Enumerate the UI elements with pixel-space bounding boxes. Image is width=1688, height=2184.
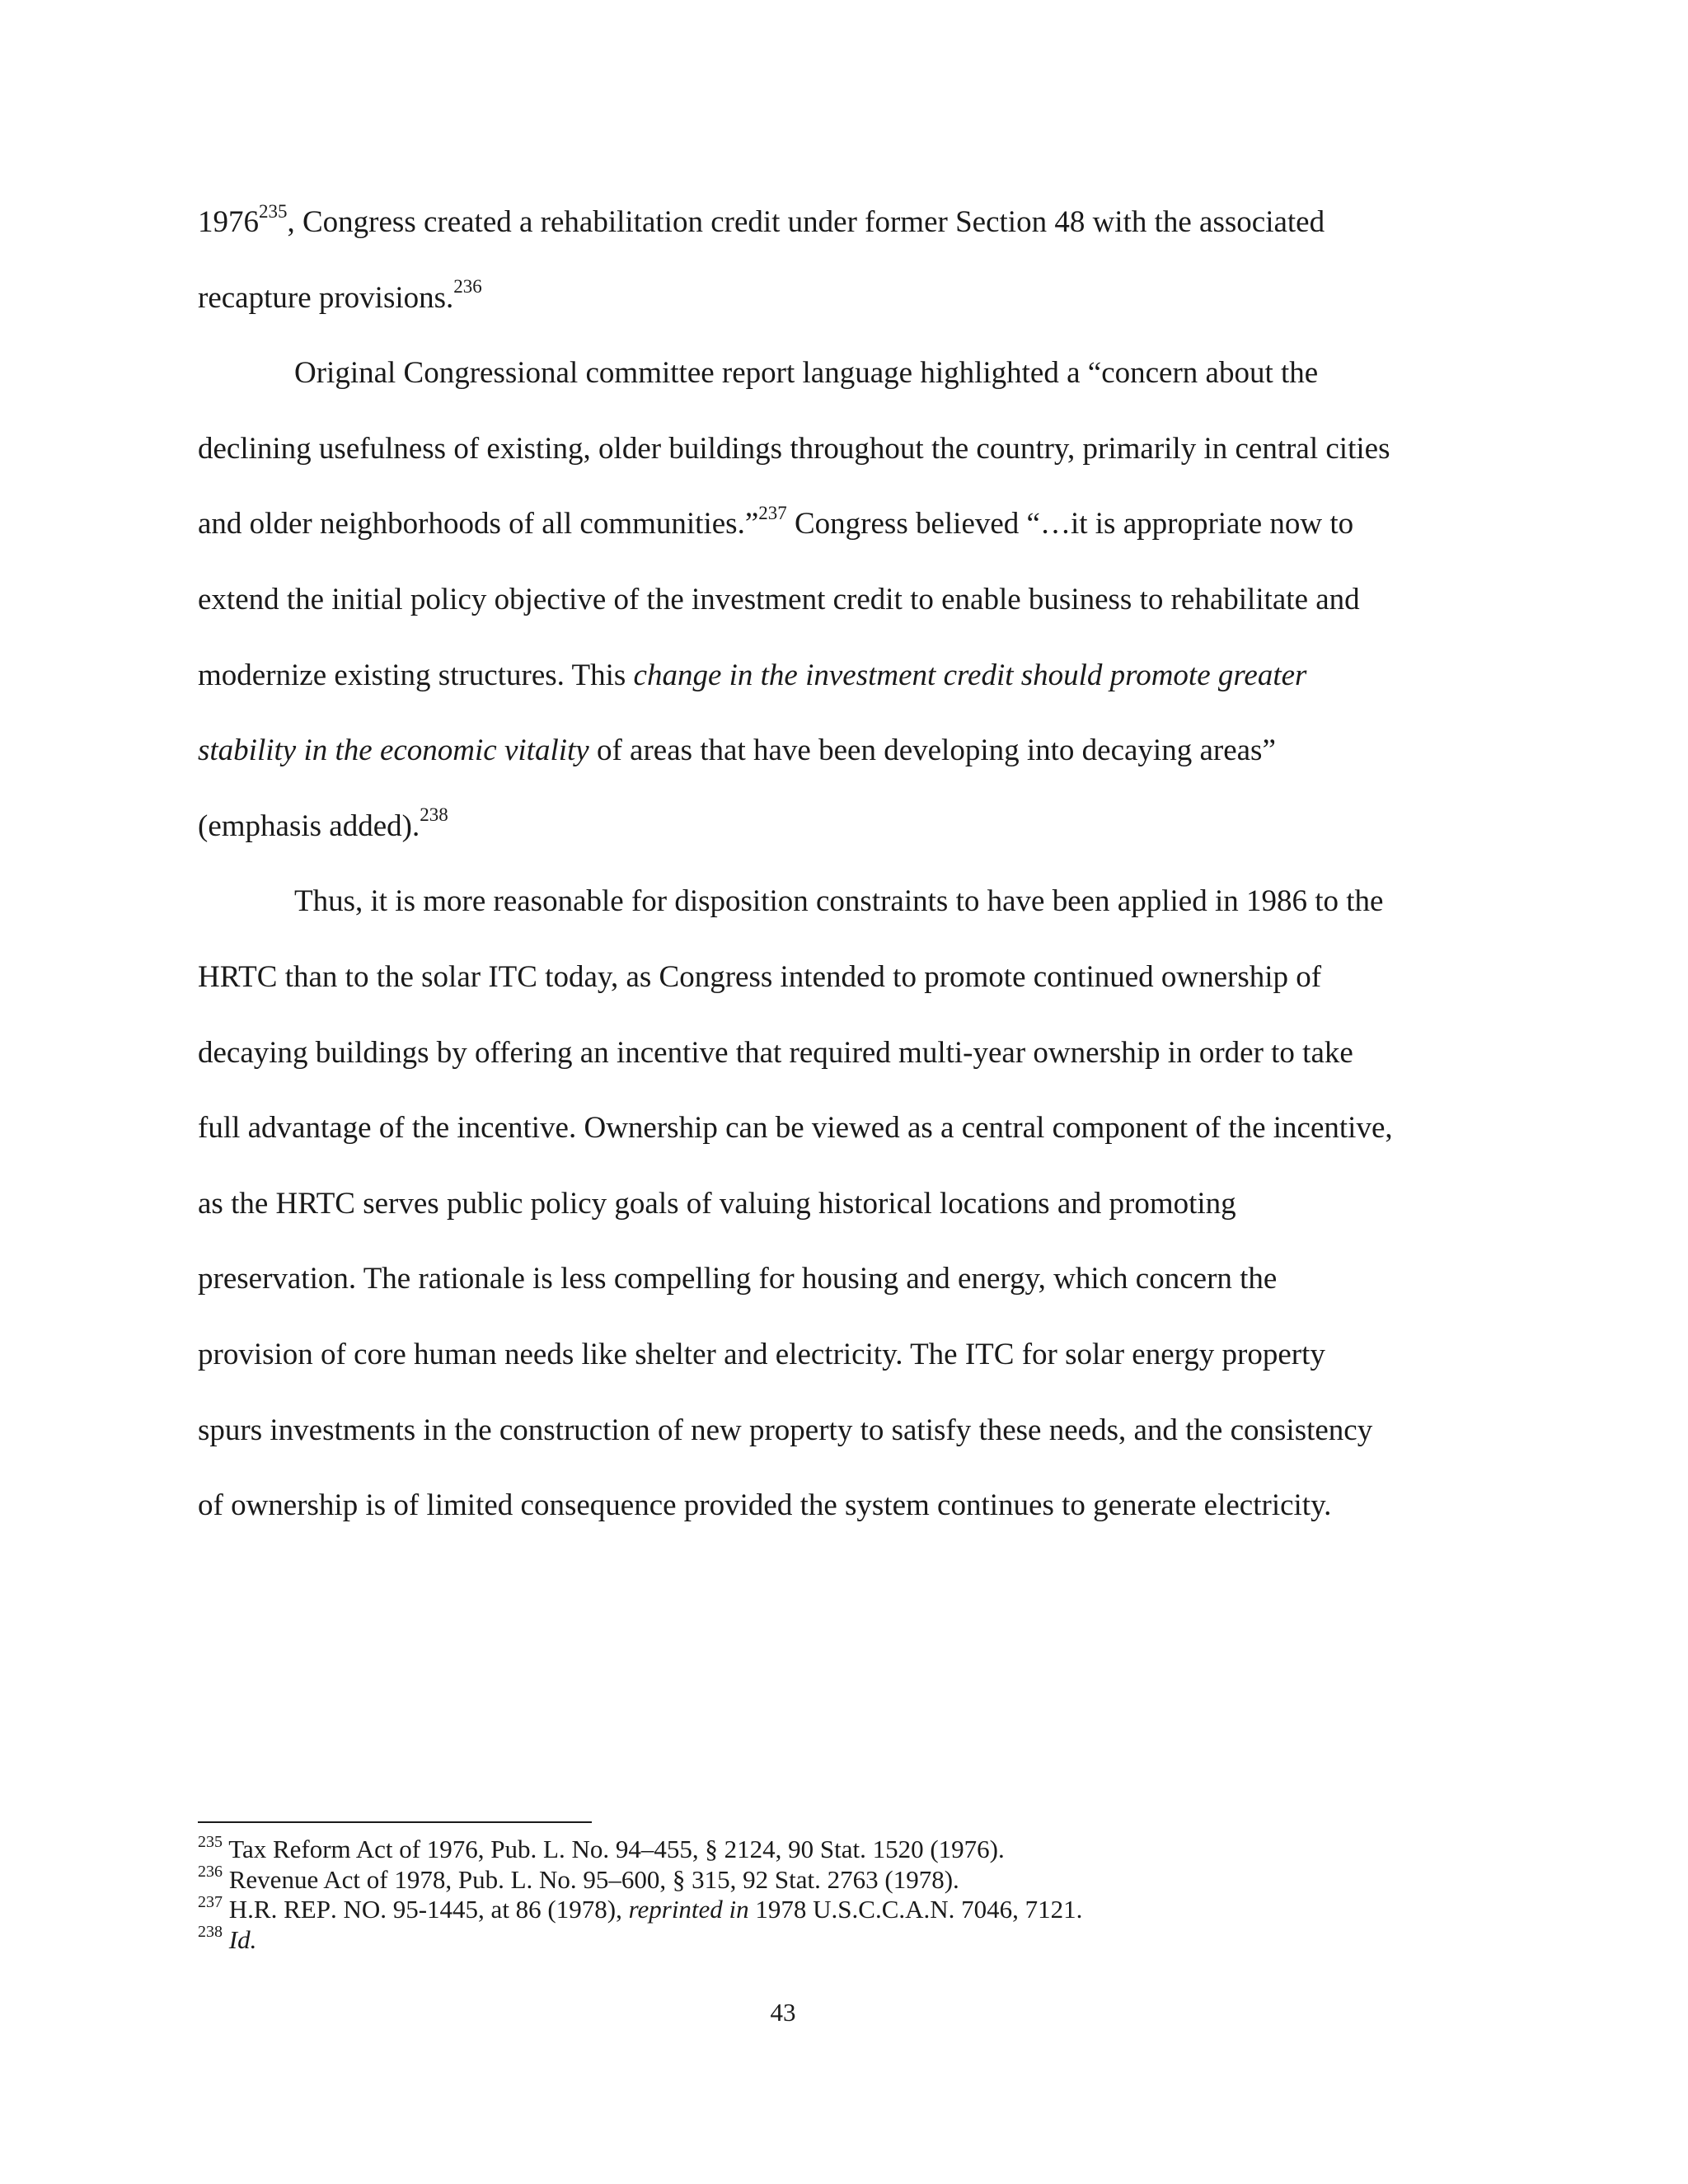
footnote-ref-235[interactable]: 235 <box>259 200 288 222</box>
paragraph-2-text-b: Congress believed “…it is appropriate now to extend the initial policy objective of the investment credit to enable business to rehabilitate and modernize existing structures. This <box>198 507 1360 692</box>
footnote-237 <box>198 1892 1393 1925</box>
paragraph-2 <box>198 335 1393 864</box>
footnote-emphasis: reprinted in <box>628 1895 749 1924</box>
footnote-smallcaps: O <box>361 1895 381 1924</box>
footnote-ref-237[interactable]: 237 <box>758 503 787 524</box>
footnote-text: N <box>343 1895 362 1924</box>
footnote-ref-236[interactable]: 236 <box>453 276 482 298</box>
footnote-text: R <box>284 1895 301 1924</box>
body-text <box>198 185 1393 1544</box>
paragraph-1 <box>198 185 1393 335</box>
footnote-236 <box>198 1865 1393 1896</box>
paragraph-1-text-a: 1976 <box>198 205 259 239</box>
paragraph-3: Thus, it is more reasonable for disposition constraints to have been applied in 1986 to the HRTC than to the solar ITC today, as Congress intended to promote continued ownership of decaying buildings by offering an incentive that required multi-year ownership in order to take full advantage of the incentive. Ownership can be viewed as a central component of the incentive, as the HRTC serves public policy goals of valuing historical locations and promoting preservation. The rationale is less compelling for housing and energy, which concern the provision of core human needs like shelter and electricity. The ITC for solar energy property spurs investments in the construction of new property to satisfy these needs, and the consistency of ownership is of limited consequence provided the system continues to generate electricity. <box>198 884 1393 1523</box>
footnote-text: H.R. <box>223 1895 284 1924</box>
paragraph-2-emphasis: change in the investment credit should promote greater stability in the economic vitality <box>198 658 1307 768</box>
footnote-text: Revenue Act of 1978, Pub. L. No. 95–600, § 315, 92 Stat. 2763 (1978). <box>223 1864 959 1894</box>
footnote-text: . <box>330 1895 344 1924</box>
footnote-separator <box>198 1821 592 1823</box>
paragraph-1-text-b: , Congress created a rehabilitation credit under former Section 48 with the associated recapture provisions. <box>198 205 1325 315</box>
footnote-235 <box>198 1832 1393 1865</box>
footnote-text: . 95-1445, at 86 (1978), <box>380 1895 629 1924</box>
paragraph-2-text-c: of areas that have been developing into decaying areas” (emphasis added). <box>198 733 1276 843</box>
footnotes <box>198 1832 1393 1955</box>
footnote-smallcaps: EP <box>300 1895 331 1924</box>
footnote-text: 1978 U.S.C.C.A.N. 7046, 7121. <box>748 1895 1083 1924</box>
paragraph-2-text-a: Original Congressional committee report language highlighted a “concern about the declining usefulness of existing, older buildings throughout the country, primarily in central cities and older neighborhoods of all communities.” <box>198 356 1390 541</box>
footnote-ref-238[interactable]: 238 <box>420 804 448 826</box>
footnote-number: 237 <box>198 1892 223 1911</box>
footnote-emphasis: Id. <box>228 1924 257 1954</box>
page-number: 43 <box>770 1998 796 2027</box>
footnote-number: 236 <box>198 1863 223 1882</box>
footnote-238 <box>198 1925 1393 1956</box>
footnote-number: 238 <box>198 1923 223 1942</box>
footnote-number: 235 <box>198 1832 223 1851</box>
footnote-text: Tax Reform Act of 1976, Pub. L. No. 94–455, § 2124, 90 Stat. 1520 (1976). <box>223 1835 1005 1863</box>
